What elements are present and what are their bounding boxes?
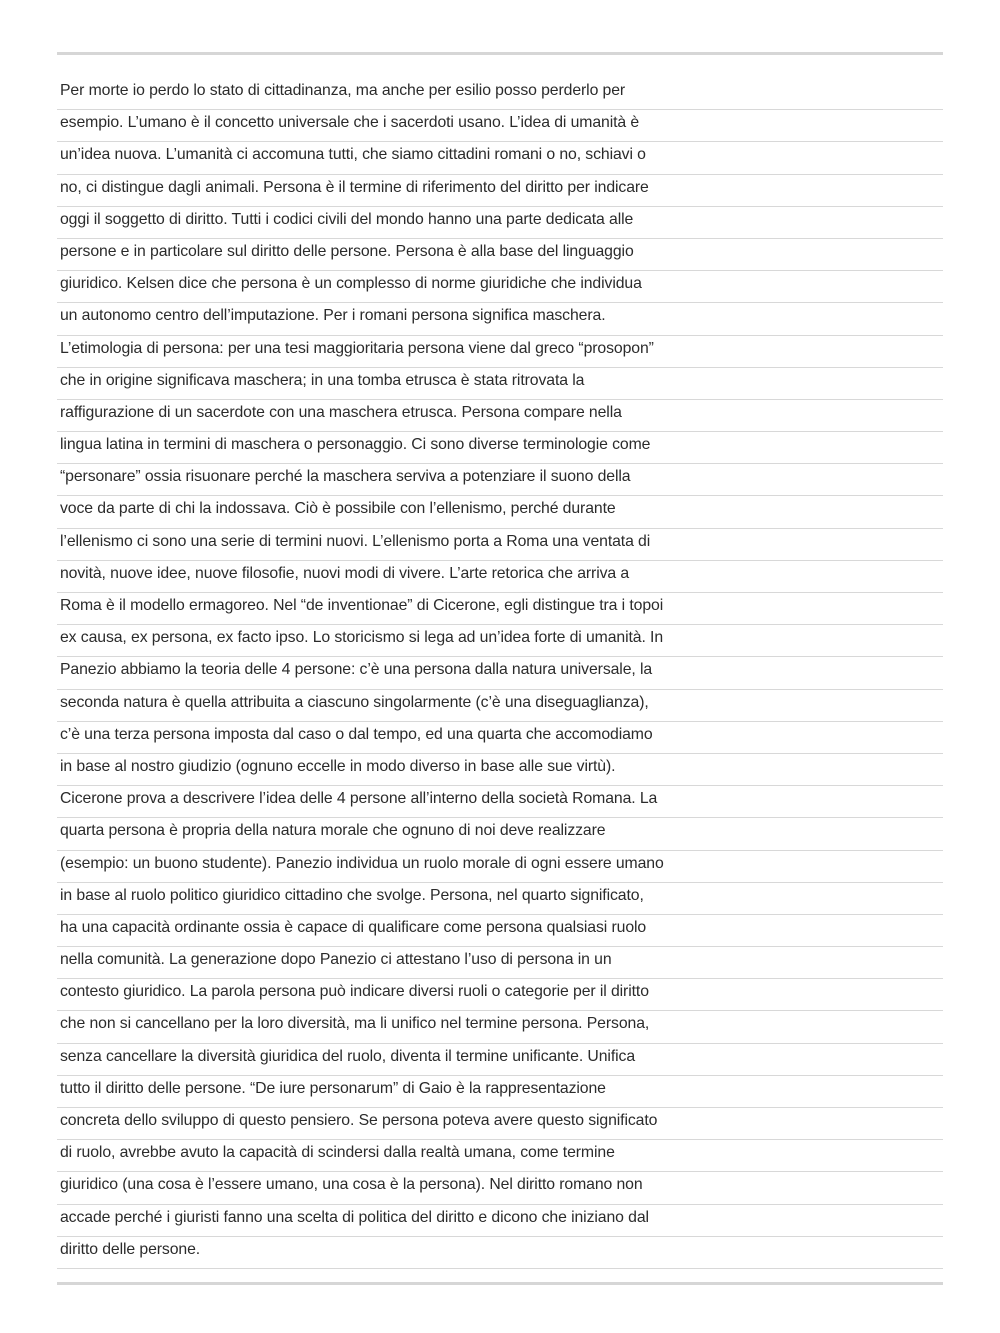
- text-line: nella comunità. La generazione dopo Panezio ci attestano l’uso di persona in un: [57, 947, 943, 979]
- text-line: senza cancellare la diversità giuridica del ruolo, diventa il termine unificante. Unifica: [57, 1044, 943, 1076]
- text-line: diritto delle persone.: [57, 1237, 943, 1269]
- text-line: in base al ruolo politico giuridico cittadino che svolge. Persona, nel quarto significato,: [57, 883, 943, 915]
- text-line: no, ci distingue dagli animali. Persona è il termine di riferimento del diritto per indicare: [57, 175, 943, 207]
- text-line: oggi il soggetto di diritto. Tutti i codici civili del mondo hanno una parte dedicata alle: [57, 207, 943, 239]
- text-line: Panezio abbiamo la teoria delle 4 persone: c’è una persona dalla natura universale, la: [57, 657, 943, 689]
- text-line: voce da parte di chi la indossava. Ciò è possibile con l’ellenismo, perché durante: [57, 496, 943, 528]
- text-line: giuridico. Kelsen dice che persona è un complesso di norme giuridiche che individua: [57, 271, 943, 303]
- text-line: accade perché i giuristi fanno una scelta di politica del diritto e dicono che iniziano dal: [57, 1205, 943, 1237]
- text-line: Per morte io perdo lo stato di cittadinanza, ma anche per esilio posso perderlo per: [57, 78, 943, 110]
- top-divider: [57, 52, 943, 55]
- text-line: esempio. L’umano è il concetto universale che i sacerdoti usano. L’idea di umanità è: [57, 110, 943, 142]
- text-line: un’idea nuova. L’umanità ci accomuna tutti, che siamo cittadini romani o no, schiavi o: [57, 142, 943, 174]
- text-line: ha una capacità ordinante ossia è capace di qualificare come persona qualsiasi ruolo: [57, 915, 943, 947]
- text-line: quarta persona è propria della natura morale che ognuno di noi deve realizzare: [57, 818, 943, 850]
- text-line: persone e in particolare sul diritto delle persone. Persona è alla base del linguaggio: [57, 239, 943, 271]
- text-line: Roma è il modello ermagoreo. Nel “de inventionae” di Cicerone, egli distingue tra i topoi: [57, 593, 943, 625]
- text-line: c’è una terza persona imposta dal caso o dal tempo, ed una quarta che accomodiamo: [57, 722, 943, 754]
- text-line: “personare” ossia risuonare perché la maschera serviva a potenziare il suono della: [57, 464, 943, 496]
- text-line: ex causa, ex persona, ex facto ipso. Lo storicismo si lega ad un’idea forte di umanità. In: [57, 625, 943, 657]
- text-line: seconda natura è quella attribuita a ciascuno singolarmente (c’è una diseguaglianza),: [57, 690, 943, 722]
- text-line: un autonomo centro dell’imputazione. Per i romani persona significa maschera.: [57, 303, 943, 335]
- text-line: contesto giuridico. La parola persona può indicare diversi ruoli o categorie per il diritto: [57, 979, 943, 1011]
- text-line: in base al nostro giudizio (ognuno eccelle in modo diverso in base alle sue virtù).: [57, 754, 943, 786]
- text-line: L’etimologia di persona: per una tesi maggioritaria persona viene dal greco “prosopon”: [57, 336, 943, 368]
- text-line: Cicerone prova a descrivere l’idea delle 4 persone all’interno della società Romana. La: [57, 786, 943, 818]
- text-line: (esempio: un buono studente). Panezio individua un ruolo morale di ogni essere umano: [57, 851, 943, 883]
- text-line: giuridico (una cosa è l’essere umano, una cosa è la persona). Nel diritto romano non: [57, 1172, 943, 1204]
- document-body: [57, 78, 943, 1269]
- text-line: tutto il diritto delle persone. “De iure personarum” di Gaio è la rappresentazione: [57, 1076, 943, 1108]
- bottom-divider: [57, 1282, 943, 1285]
- text-line: l’ellenismo ci sono una serie di termini nuovi. L’ellenismo porta a Roma una ventata di: [57, 529, 943, 561]
- text-line: che in origine significava maschera; in una tomba etrusca è stata ritrovata la: [57, 368, 943, 400]
- text-line: che non si cancellano per la loro diversità, ma li unifico nel termine persona. Persona,: [57, 1011, 943, 1043]
- text-line: lingua latina in termini di maschera o personaggio. Ci sono diverse terminologie come: [57, 432, 943, 464]
- text-line: raffigurazione di un sacerdote con una maschera etrusca. Persona compare nella: [57, 400, 943, 432]
- text-line: di ruolo, avrebbe avuto la capacità di scindersi dalla realtà umana, come termine: [57, 1140, 943, 1172]
- text-line: concreta dello sviluppo di questo pensiero. Se persona poteva avere questo significato: [57, 1108, 943, 1140]
- text-line: novità, nuove idee, nuove filosofie, nuovi modi di vivere. L’arte retorica che arriva a: [57, 561, 943, 593]
